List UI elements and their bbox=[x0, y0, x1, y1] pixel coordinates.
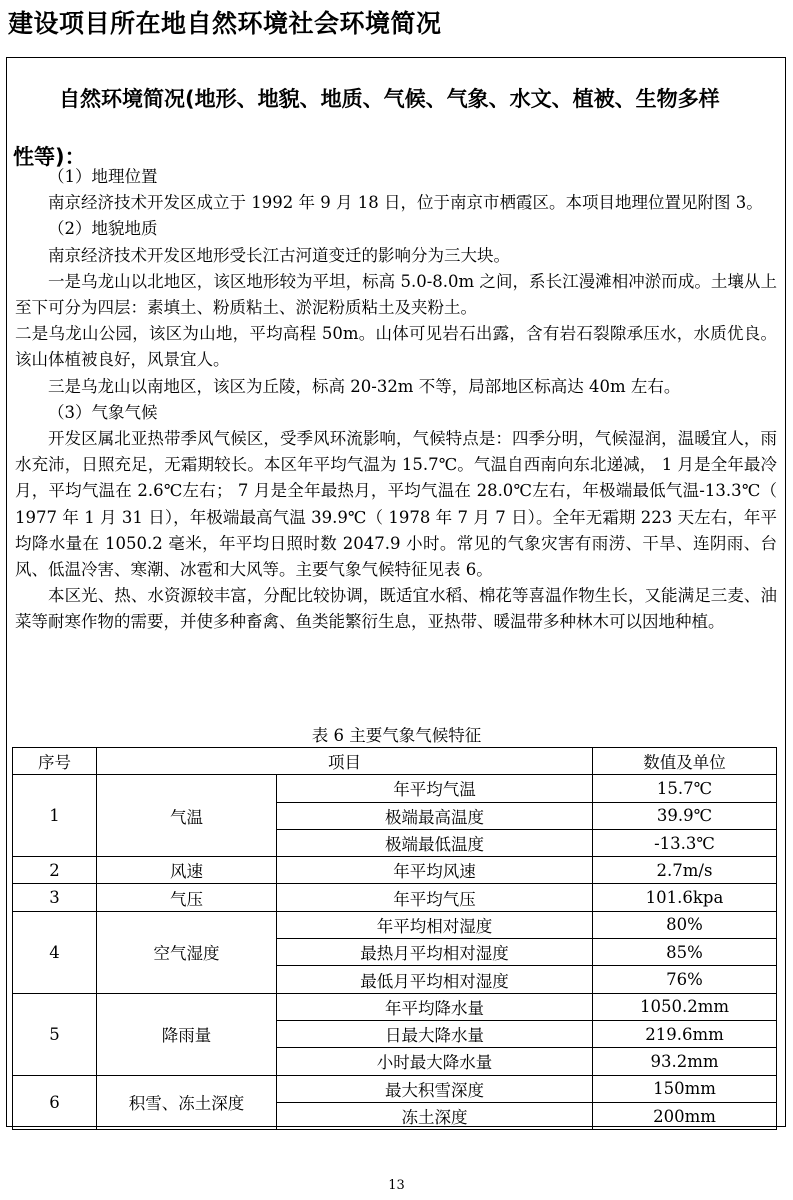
section-heading-line-2: 性等)： bbox=[13, 145, 86, 169]
cell-item: 年平均降水量 bbox=[277, 993, 593, 1020]
cell-index: 5 bbox=[13, 993, 97, 1075]
cell-category: 气温 bbox=[97, 775, 277, 857]
table-row bbox=[13, 884, 777, 911]
body-text bbox=[15, 164, 777, 636]
header-item: 项目 bbox=[97, 748, 593, 775]
cell-item: 年平均气温 bbox=[277, 775, 593, 802]
cell-index: 6 bbox=[13, 1075, 97, 1130]
cell-index: 2 bbox=[13, 857, 97, 884]
document-title: 建设项目所在地自然环境社会环境简况 bbox=[8, 9, 442, 38]
cell-value: 93.2mm bbox=[593, 1048, 777, 1075]
cell-value: -13.3℃ bbox=[593, 829, 777, 856]
cell-value: 80% bbox=[593, 911, 777, 938]
body-paragraph: 三是乌龙山以南地区，该区为丘陵，标高 20-32m 不等，局部地区标高达 40m 左右。 bbox=[48, 376, 681, 396]
climate-table bbox=[12, 747, 777, 1130]
body-paragraph: 本区光、热、水资源较丰富，分配比较协调，既适宜水稻、棉花等喜温作物生长，又能满足三麦、油菜等耐寒作物的需要，并使多种畜禽、鱼类能繁衍生息，亚热带、暖温带多种林木可以因地种植。 bbox=[15, 586, 777, 632]
header-value: 数值及单位 bbox=[593, 748, 777, 775]
cell-item: 最低月平均相对湿度 bbox=[277, 966, 593, 993]
cell-value: 15.7℃ bbox=[593, 775, 777, 802]
body-paragraph: 南京经济技术开发区地形受长江古河道变迁的影响分为三大块。 bbox=[48, 245, 510, 265]
table-caption: 表 6 主要气象气候特征 bbox=[311, 726, 482, 745]
body-paragraph: （2）地貌地质 bbox=[48, 219, 158, 239]
cell-item: 日最大降水量 bbox=[277, 1020, 593, 1047]
cell-item: 极端最高温度 bbox=[277, 802, 593, 829]
cell-category: 降雨量 bbox=[97, 993, 277, 1075]
body-paragraph: （1）地理位置 bbox=[48, 167, 158, 186]
cell-value: 85% bbox=[593, 939, 777, 966]
cell-item: 小时最大降水量 bbox=[277, 1048, 593, 1075]
cell-item: 冻土深度 bbox=[277, 1102, 593, 1129]
cell-value: 39.9℃ bbox=[593, 802, 777, 829]
cell-item: 最热月平均相对湿度 bbox=[277, 939, 593, 966]
cell-item: 极端最低温度 bbox=[277, 829, 593, 856]
cell-item: 年平均风速 bbox=[277, 857, 593, 884]
cell-value: 76% bbox=[593, 966, 777, 993]
cell-index: 1 bbox=[13, 775, 97, 857]
cell-item: 年平均气压 bbox=[277, 884, 593, 911]
cell-value: 150mm bbox=[593, 1075, 777, 1102]
section-heading-line-1: 自然环境简况(地形、地貌、地质、气候、气象、水文、植被、生物多样 bbox=[59, 87, 720, 111]
table-header-row bbox=[13, 748, 777, 775]
cell-index: 3 bbox=[13, 884, 97, 911]
table-row bbox=[13, 775, 777, 802]
cell-category: 空气湿度 bbox=[97, 911, 277, 993]
table-row bbox=[13, 857, 777, 884]
cell-item: 最大积雪深度 bbox=[277, 1075, 593, 1102]
cell-index: 4 bbox=[13, 911, 97, 993]
body-paragraph: 南京经济技术开发区成立于 1992 年 9 月 18 日，位于南京市栖霞区。本项目地理位置见附图 3。 bbox=[48, 193, 763, 213]
body-paragraph: 开发区属北亚热带季风气候区，受季风环流影响，气候特点是：四季分明，气候湿润，温暖宜人，雨水充沛，日照充足，无霜期较长。本区年平均气温为 15.7℃。气温自西南向东北递减， 1 月是全年最冷月，平均气温在 2.6℃左右； 7 月是全年最热月，平均气温在 28.0℃左右，年极端最低气温-13.3℃（ 1977 年 1 月 31 日），年极端最高气温 39.9℃（ 1978 年 7 月 7 日）。全年无霜期 223 天左右，年平均降水量在 1050.2 毫米，年平均日照时数 2047.9 小时。常见的气象灾害有雨涝、干旱、连阴雨、台风、低温冷害、寒潮、冰雹和大风等。主要气象气候特征见表 6。 bbox=[15, 429, 777, 580]
body-paragraph: 二是乌龙山公园，该区为山地，平均高程 50m。山体可见岩石出露，含有岩石裂隙承压水，水质优良。该山体植被良好，风景宜人。 bbox=[15, 324, 777, 370]
cell-item: 年平均相对湿度 bbox=[277, 911, 593, 938]
cell-category: 风速 bbox=[97, 857, 277, 884]
cell-value: 101.6kpa bbox=[593, 884, 777, 911]
body-paragraph: （3）气象气候 bbox=[48, 402, 158, 422]
header-index: 序号 bbox=[13, 748, 97, 775]
cell-category: 气压 bbox=[97, 884, 277, 911]
table-row bbox=[13, 993, 777, 1020]
page-number: 13 bbox=[388, 1178, 405, 1193]
table-row bbox=[13, 911, 777, 938]
cell-value: 2.7m/s bbox=[593, 857, 777, 884]
cell-category: 积雪、冻土深度 bbox=[97, 1075, 277, 1130]
body-paragraph: 一是乌龙山以北地区，该区地形较为平坦，标高 5.0-8.0m 之间，系长江漫滩相冲淤而成。土壤从上至下可分为四层：素填土、粉质粘土、淤泥粉质粘土及夹粉土。 bbox=[15, 271, 777, 318]
cell-value: 219.6mm bbox=[593, 1020, 777, 1047]
table-row bbox=[13, 1075, 777, 1102]
cell-value: 1050.2mm bbox=[593, 993, 777, 1020]
cell-value: 200mm bbox=[593, 1102, 777, 1129]
